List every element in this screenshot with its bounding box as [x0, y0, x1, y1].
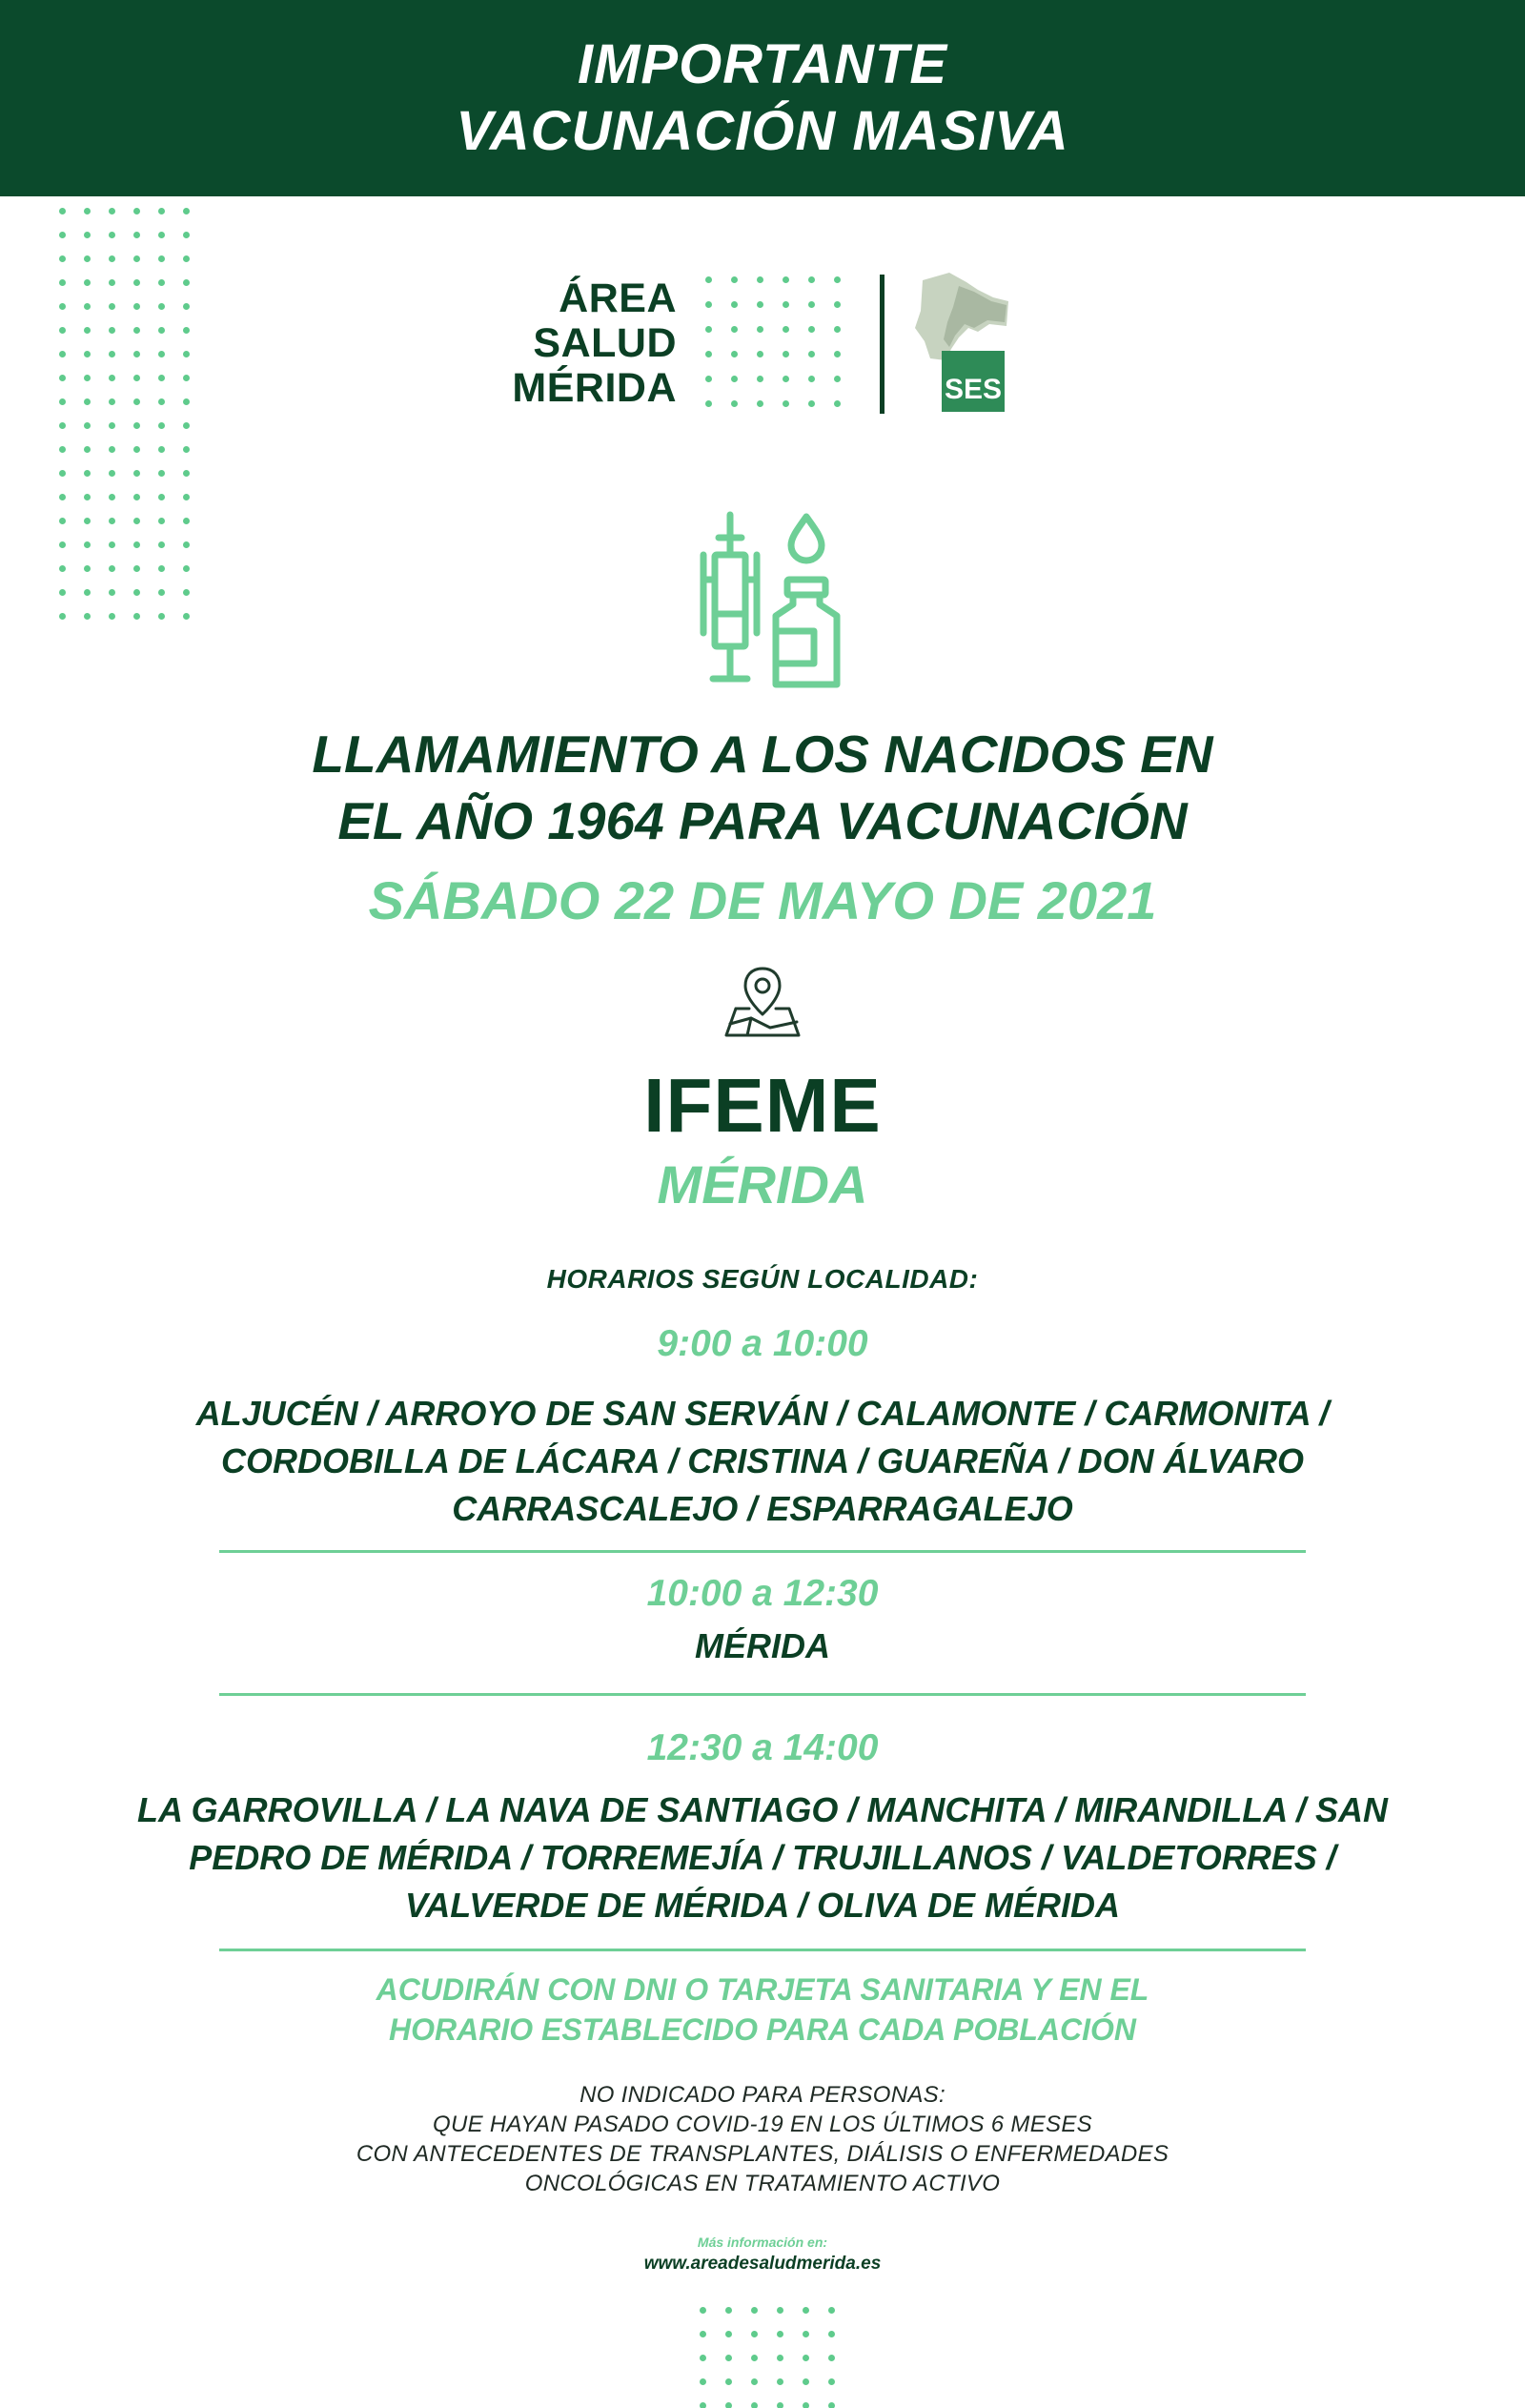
venue-city: MÉRIDA [657, 1154, 868, 1214]
decorative-dot [751, 2355, 758, 2361]
decorative-dot [84, 565, 91, 572]
decorative-dot [777, 2307, 783, 2314]
area-salud-merida-logo [509, 273, 1014, 414]
logo-dot-pattern [705, 276, 858, 410]
requirement-note [0, 1969, 1525, 2050]
decorative-dot [158, 518, 165, 524]
slot-2-places [133, 1622, 1392, 1670]
header-line-1: IMPORTANTE [577, 33, 948, 95]
slot-1-line-3: CARRASCALEJO / ESPARRAGALEJO [452, 1489, 1073, 1528]
decorative-dot [59, 208, 66, 214]
slot-3-line-1: LA GARROVILLA / LA NAVA DE SANTIAGO / MANCHITA / MIRANDILLA / SAN [137, 1790, 1388, 1829]
decorative-dot [109, 565, 115, 572]
decorative-dot [133, 208, 140, 214]
decorative-dot [183, 494, 190, 500]
decorative-dot [757, 400, 763, 407]
decorative-dot [751, 2307, 758, 2314]
warning-line-4: ONCOLÓGICAS EN TRATAMIENTO ACTIVO [524, 2171, 1001, 2196]
decorative-dot [783, 301, 789, 308]
decorative-dot [183, 565, 190, 572]
decorative-dot [84, 255, 91, 262]
decorative-dot [183, 422, 190, 429]
decorative-dot [828, 2378, 835, 2385]
decorative-dot [133, 541, 140, 548]
decorative-dot [84, 422, 91, 429]
decorative-dot [109, 541, 115, 548]
decorative-dot [158, 470, 165, 477]
decorative-dot [133, 351, 140, 357]
decorative-dot [757, 326, 763, 333]
decorative-dot [158, 303, 165, 310]
decorative-dot [158, 255, 165, 262]
decorative-dot [158, 446, 165, 453]
decorative-dot [59, 470, 66, 477]
decorative-dot [109, 279, 115, 286]
decorative-dot [757, 376, 763, 382]
decorative-dot [777, 2378, 783, 2385]
syringe-vial-icon [696, 511, 844, 690]
decorative-dot [109, 446, 115, 453]
decorative-dot [828, 2331, 835, 2337]
decorative-dot [731, 400, 738, 407]
decorative-dot [725, 2378, 732, 2385]
website-link[interactable]: www.areadesaludmerida.es [643, 2254, 882, 2274]
decorative-dot [109, 422, 115, 429]
decorative-dot [84, 375, 91, 381]
decorative-dot [109, 375, 115, 381]
decorative-dot [700, 2402, 706, 2408]
divider-2 [219, 1693, 1306, 1696]
decorative-dot [133, 446, 140, 453]
decorative-dot [59, 351, 66, 357]
decorative-dot [705, 376, 712, 382]
header-line-2: VACUNACIÓN MASIVA [456, 100, 1069, 162]
decorative-dot [705, 276, 712, 283]
decorative-dot [700, 2331, 706, 2337]
decorative-dot [158, 541, 165, 548]
decorative-dot [183, 589, 190, 596]
decorative-dot [757, 301, 763, 308]
decorative-dot [731, 276, 738, 283]
decorative-dot [84, 232, 91, 238]
decorative-dot [109, 494, 115, 500]
decorative-dot [109, 398, 115, 405]
slot-2-line-1: MÉRIDA [695, 1626, 830, 1665]
decorative-dot [109, 518, 115, 524]
logo-divider-bar [880, 275, 884, 414]
decorative-dot [59, 255, 66, 262]
decorative-dot [59, 303, 66, 310]
decorative-dot [808, 400, 815, 407]
decorative-dot [777, 2331, 783, 2337]
decorative-dot [158, 232, 165, 238]
decorative-dot [109, 327, 115, 334]
decorative-dot [828, 2307, 835, 2314]
decorative-dot [59, 375, 66, 381]
ses-badge-text: SES [944, 374, 1003, 405]
decorative-dot [84, 589, 91, 596]
decorative-dot [59, 398, 66, 405]
decorative-dot [158, 422, 165, 429]
slot-1-line-2: CORDOBILLA DE LÁCARA / CRISTINA / GUAREÑA / DON ÁLVARO [221, 1441, 1304, 1480]
decorative-dot [803, 2307, 809, 2314]
decorative-dot [109, 303, 115, 310]
decorative-dot [731, 376, 738, 382]
dot-pattern-bottom [700, 2307, 843, 2408]
decorative-dot [133, 565, 140, 572]
decorative-dot [183, 303, 190, 310]
decorative-dot [59, 589, 66, 596]
decorative-dot [133, 232, 140, 238]
divider-1 [219, 1550, 1306, 1553]
slot-3-line-3: VALVERDE DE MÉRIDA / OLIVA DE MÉRIDA [404, 1886, 1121, 1925]
decorative-dot [59, 518, 66, 524]
decorative-dot [834, 351, 841, 357]
schedule-label: HORARIOS SEGÚN LOCALIDAD: [546, 1264, 979, 1294]
decorative-dot [705, 301, 712, 308]
requirement-line-2: HORARIO ESTABLECIDO PARA CADA POBLACIÓN [389, 2012, 1136, 2047]
decorative-dot [84, 446, 91, 453]
decorative-dot [84, 613, 91, 620]
decorative-dot [133, 470, 140, 477]
event-date: SÁBADO 22 DE MAYO DE 2021 [368, 870, 1157, 930]
decorative-dot [84, 279, 91, 286]
decorative-dot [84, 518, 91, 524]
decorative-dot [725, 2355, 732, 2361]
decorative-dot [109, 613, 115, 620]
warning-line-1: NO INDICADO PARA PERSONAS: [580, 2082, 946, 2108]
decorative-dot [828, 2355, 835, 2361]
decorative-dot [803, 2355, 809, 2361]
decorative-dot [59, 613, 66, 620]
decorative-dot [84, 398, 91, 405]
ses-map-badge [911, 273, 1016, 412]
decorative-dot [803, 2331, 809, 2337]
decorative-dot [183, 279, 190, 286]
contraindication-note [0, 2080, 1525, 2198]
decorative-dot [158, 589, 165, 596]
decorative-dot [109, 589, 115, 596]
slot-2-time: 10:00 a 12:30 [646, 1573, 879, 1614]
decorative-dot [731, 326, 738, 333]
decorative-dot [725, 2307, 732, 2314]
decorative-dot [158, 398, 165, 405]
decorative-dot [700, 2307, 706, 2314]
decorative-dot [158, 494, 165, 500]
decorative-dot [59, 327, 66, 334]
decorative-dot [783, 400, 789, 407]
decorative-dot [183, 398, 190, 405]
decorative-dot [133, 613, 140, 620]
decorative-dot [803, 2378, 809, 2385]
headline-line-2: EL AÑO 1964 PARA VACUNACIÓN [337, 791, 1188, 850]
decorative-dot [183, 327, 190, 334]
decorative-dot [59, 232, 66, 238]
decorative-dot [183, 470, 190, 477]
decorative-dot [705, 351, 712, 357]
decorative-dot [705, 326, 712, 333]
decorative-dot [133, 398, 140, 405]
decorative-dot [725, 2402, 732, 2408]
decorative-dot [803, 2402, 809, 2408]
decorative-dot [84, 208, 91, 214]
decorative-dot [158, 375, 165, 381]
decorative-dot [731, 301, 738, 308]
decorative-dot [59, 422, 66, 429]
decorative-dot [834, 276, 841, 283]
decorative-dot [751, 2378, 758, 2385]
decorative-dot [84, 470, 91, 477]
decorative-dot [109, 351, 115, 357]
decorative-dot [183, 613, 190, 620]
decorative-dot [808, 351, 815, 357]
venue-name: IFEME [643, 1063, 882, 1148]
decorative-dot [183, 446, 190, 453]
decorative-dot [183, 518, 190, 524]
decorative-dot [183, 375, 190, 381]
decorative-dot [777, 2355, 783, 2361]
decorative-dot [109, 232, 115, 238]
decorative-dot [84, 303, 91, 310]
slot-1-line-1: ALJUCÉN / ARROYO DE SAN SERVÁN / CALAMONTE / CARMONITA / [195, 1394, 1330, 1433]
decorative-dot [158, 327, 165, 334]
decorative-dot [84, 351, 91, 357]
decorative-dot [133, 422, 140, 429]
decorative-dot [84, 494, 91, 500]
decorative-dot [109, 255, 115, 262]
decorative-dot [158, 351, 165, 357]
logo-wordmark [509, 276, 677, 411]
decorative-dot [725, 2331, 732, 2337]
decorative-dot [783, 326, 789, 333]
decorative-dot [757, 351, 763, 357]
decorative-dot [133, 375, 140, 381]
decorative-dot [808, 301, 815, 308]
decorative-dot [700, 2355, 706, 2361]
warning-line-3: CON ANTECEDENTES DE TRANSPLANTES, DIÁLISIS O ENFERMEDADES [356, 2141, 1169, 2167]
decorative-dot [777, 2402, 783, 2408]
decorative-dot [133, 494, 140, 500]
decorative-dot [783, 376, 789, 382]
decorative-dot [834, 301, 841, 308]
decorative-dot [757, 276, 763, 283]
decorative-dot [751, 2331, 758, 2337]
decorative-dot [808, 276, 815, 283]
decorative-dot [59, 565, 66, 572]
decorative-dot [183, 208, 190, 214]
decorative-dot [705, 400, 712, 407]
decorative-dot [783, 351, 789, 357]
decorative-dot [731, 351, 738, 357]
slot-1-places [133, 1390, 1392, 1533]
decorative-dot [158, 565, 165, 572]
logo-line-3: MÉRIDA [512, 365, 677, 411]
decorative-dot [158, 613, 165, 620]
decorative-dot [158, 279, 165, 286]
decorative-dot [183, 255, 190, 262]
decorative-dot [109, 470, 115, 477]
divider-3 [219, 1949, 1306, 1951]
decorative-dot [59, 279, 66, 286]
decorative-dot [783, 276, 789, 283]
decorative-dot [133, 279, 140, 286]
decorative-dot [183, 232, 190, 238]
decorative-dot [183, 541, 190, 548]
decorative-dot [828, 2402, 835, 2408]
warning-line-2: QUE HAYAN PASADO COVID-19 EN LOS ÚLTIMOS 6 MESES [433, 2112, 1092, 2137]
decorative-dot [84, 327, 91, 334]
more-info-label: Más información en: [697, 2235, 828, 2250]
decorative-dot [59, 494, 66, 500]
slot-3-time: 12:30 a 14:00 [646, 1727, 879, 1768]
decorative-dot [133, 255, 140, 262]
decorative-dot [133, 327, 140, 334]
decorative-dot [109, 208, 115, 214]
requirement-line-1: ACUDIRÁN CON DNI O TARJETA SANITARIA Y EN EL [376, 1972, 1149, 2007]
decorative-dot [183, 351, 190, 357]
map-pin-icon [722, 965, 803, 1039]
slot-3-line-2: PEDRO DE MÉRIDA / TORREMEJÍA / TRUJILLANOS / VALDETORRES / [189, 1838, 1336, 1877]
decorative-dot [84, 541, 91, 548]
decorative-dot [133, 303, 140, 310]
slot-1-time: 9:00 a 10:00 [657, 1323, 868, 1364]
logo-line-2: SALUD [533, 320, 677, 366]
header-banner [0, 0, 1525, 196]
decorative-dot [133, 589, 140, 596]
headline-line-1: LLAMAMIENTO A LOS NACIDOS EN [312, 724, 1213, 784]
decorative-dot [808, 326, 815, 333]
decorative-dot [133, 518, 140, 524]
decorative-dot [700, 2378, 706, 2385]
decorative-dot [158, 208, 165, 214]
decorative-dot [834, 376, 841, 382]
decorative-dot [751, 2402, 758, 2408]
slot-3-places [133, 1786, 1392, 1929]
logo-line-1: ÁREA [559, 275, 677, 321]
decorative-dot [834, 326, 841, 333]
dot-pattern-left [59, 208, 193, 627]
decorative-dot [808, 376, 815, 382]
decorative-dot [59, 446, 66, 453]
decorative-dot [59, 541, 66, 548]
decorative-dot [834, 400, 841, 407]
